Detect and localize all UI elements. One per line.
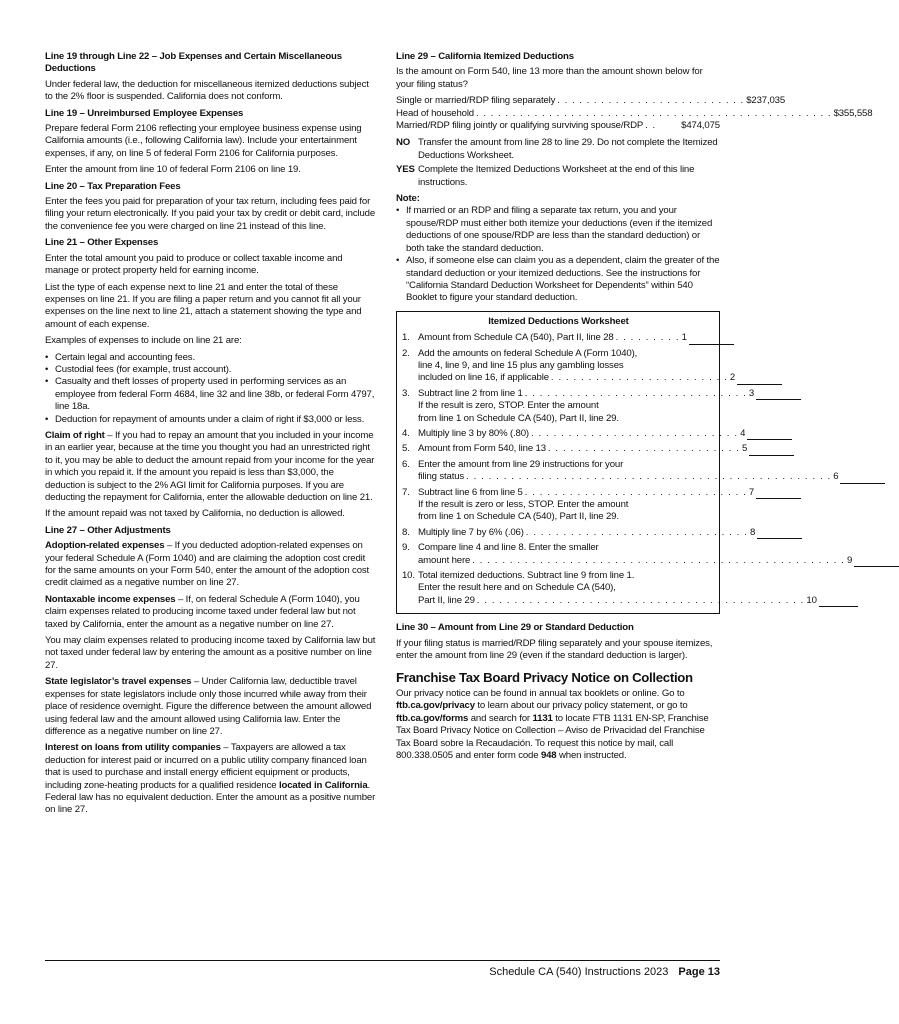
status-amount: $355,558 <box>833 107 873 119</box>
paragraph-text: – Under California law, deductible travel expenses for state legislators include only those incurred while away from their place of residence overnight. Figure the difference between the amount allowed using federal law and the amount allowed using California law. Enter the difference as a negative number on line 27. <box>45 676 372 737</box>
leader-dots: . . . . . . . . . . . . . . . . . . . . . . . . . . . . . . . . . . . . . . . . . . . . . . . . . <box>466 471 832 483</box>
left-column <box>45 51 376 821</box>
list-item: • Casualty and theft losses of property used in performing services as an employee from federal Form 4684, line 32 and line 38b, or federal Form 4797, line 18a. <box>45 376 376 413</box>
worksheet-text-line <box>418 542 899 554</box>
entry-line-number: 10 <box>806 594 817 606</box>
leader-dots: . . . . . . . . . . . . . . . . . . . . . . . . . . . . . . . . . . . . . . . . . . . . . . . . . <box>476 107 832 119</box>
no-label: NO <box>396 137 411 149</box>
worksheet-entry-field[interactable] <box>749 388 801 400</box>
paragraph: If the amount repaid was not taxed by California, no deduction is allowed. <box>45 508 345 520</box>
worksheet-text: amount here <box>418 554 471 566</box>
worksheet-line-text <box>418 348 782 385</box>
worksheet-line-text <box>418 570 858 607</box>
paragraph: Enter the amount from line 10 of federal Form 2106 on line 19. <box>45 164 301 176</box>
status-label: Single or married/RDP filing separately <box>396 95 556 107</box>
paragraph: List the type of each expense next to line 21 and enter the total of these expenses on line 21. If you are filing a paper return and you cannot fit all your expenses on the line next to line 21, attach a statement showing the type and amount of each expense. <box>45 281 362 330</box>
worksheet-text: Multiply line 3 by 80% (.80) <box>418 427 529 439</box>
worksheet-text: Enter the amount from line 29 instructions for your <box>418 458 624 470</box>
worksheet-text-line <box>418 372 782 384</box>
worksheet-text: Amount from Form 540, line 13 <box>418 443 546 455</box>
worksheet-line-text <box>418 487 801 524</box>
leader-dots: . . <box>645 120 657 132</box>
worksheet-text: Compare line 4 and line 8. Enter the smaller <box>418 542 599 554</box>
expense-examples-list <box>45 352 376 426</box>
worksheet-line <box>402 443 748 455</box>
worksheet-text: Part II, line 29 <box>418 594 475 606</box>
heading-line-29: Line 29 – California Itemized Deductions <box>396 51 574 62</box>
list-item: • Also, if someone else can claim you as a dependent, claim the greater of the standard deduction or your itemized deductions. See the instructions for “California Standard Deduction Worksheet for Dependents” within 540 Booklet to figure your standard deduction. <box>396 255 720 305</box>
worksheet-text: Multiply line 7 by 6% (.06) <box>418 526 524 538</box>
worksheet-text-line <box>418 443 794 455</box>
emphasis-text: 948 <box>540 749 557 761</box>
worksheet-entry-field[interactable] <box>847 555 899 567</box>
right-column <box>396 51 873 766</box>
worksheet-subtext: If the result is zero or less, STOP. Enter the amount <box>418 499 629 510</box>
entry-line-number: 4 <box>740 427 746 439</box>
entry-underline[interactable] <box>757 529 802 539</box>
status-amount: $474,075 <box>681 120 720 132</box>
entry-line-number: 6 <box>833 471 839 483</box>
worksheet-line-number: 2. <box>402 347 410 359</box>
entry-underline[interactable] <box>756 489 801 499</box>
leader-dots: . . . . . . . . . <box>615 332 680 344</box>
entry-line-number: 2 <box>729 372 736 384</box>
nontaxable-paragraph <box>45 594 376 631</box>
worksheet-line-text <box>418 459 885 484</box>
footer-rule <box>45 960 720 961</box>
worksheet-title: Itemized Deductions Worksheet <box>488 315 629 327</box>
leader-dots: . . . . . . . . . . . . . . . . . . . . . . . . . . . . . . <box>525 526 748 538</box>
worksheet-line <box>402 542 853 567</box>
entry-underline[interactable] <box>819 597 859 607</box>
worksheet-text: Add the amounts on federal Schedule A (Form 1040), <box>418 347 638 359</box>
paragraph: Is the amount on Form 540, line 13 more than the amount shown below for your filing status? <box>396 66 703 90</box>
entry-underline[interactable] <box>747 430 792 440</box>
leader-dots: . . . . . . . . . . . . . . . . . . . . . . . . . . <box>547 443 740 455</box>
heading-line-20: Line 20 – Tax Preparation Fees <box>45 180 181 192</box>
worksheet-line-number: 3. <box>402 387 410 399</box>
page-number: Page 13 <box>678 966 720 978</box>
leader-dots: . . . . . . . . . . . . . . . . . . . . . . . . . . . . . . . . . . . . . . . . . . . . . . . . . . <box>472 554 845 566</box>
worksheet-subtext: from line 1 on Schedule CA (540), Part II, line 29. <box>418 511 619 523</box>
leader-dots: . . . . . . . . . . . . . . . . . . . . . . . . . . . . . . <box>524 387 747 399</box>
run-in-heading: Interest on loans from utility companies <box>45 742 221 754</box>
paragraph-text: Our privacy notice can be found in annual tax booklets or online. Go to <box>396 687 685 699</box>
run-in-heading: Nontaxable income expenses <box>45 593 176 605</box>
heading-line-27: Line 27 – Other Adjustments <box>45 524 171 536</box>
worksheet-text-line <box>418 570 858 582</box>
entry-line-number: 3 <box>748 387 755 399</box>
yes-text: Complete the Itemized Deductions Worksheet at the end of this line instructions. <box>418 164 695 188</box>
entry-underline[interactable] <box>854 557 899 567</box>
emphasis-text: 1131 <box>532 712 553 724</box>
entry-underline[interactable] <box>840 474 885 484</box>
run-in-heading: Claim of right <box>45 429 105 441</box>
worksheet-text-line <box>418 459 885 471</box>
worksheet-line <box>402 387 755 425</box>
worksheet-text: Amount from Schedule CA (540), Part II, line 28 <box>418 332 614 344</box>
worksheet-text-line <box>418 360 782 372</box>
paragraph-text: – If you had to repay an amount that you included in your income in an earlier year, because at the time you thought you had an unrestricted right to it, you may be able to deduct the amount repaid from your income for the year in which you repaid it. If the amount you repaid is less than $3,000, the deduction is subject to the 2% AGI limit for California purposes. If you are deducting the repayment for California, enter the allowable deduction on line 21. <box>45 429 375 503</box>
note-heading: Note: <box>396 193 420 205</box>
list-item: • Certain legal and accounting fees. <box>45 352 376 364</box>
worksheet-entry-field[interactable] <box>742 443 794 455</box>
paragraph-text: . Federal law has no equivalent deduction. Enter the amount as a positive number on line 27. <box>45 779 376 816</box>
worksheet-entry-field[interactable] <box>749 487 801 499</box>
privacy-link[interactable]: ftb.ca.gov/privacy <box>396 700 475 712</box>
itemized-deductions-worksheet <box>396 311 853 615</box>
worksheet-text-line <box>418 595 858 607</box>
leader-dots: . . . . . . . . . . . . . . . . . . . . . . . . . . . . <box>530 427 739 439</box>
worksheet-line-text <box>418 332 734 344</box>
leader-dots: . . . . . . . . . . . . . . . . . . . . . . . . . . <box>557 95 745 107</box>
status-label: Head of household <box>396 107 474 119</box>
entry-line-number: 7 <box>748 486 755 498</box>
worksheet-line-text <box>418 443 794 455</box>
paragraph-text: – If, on federal Schedule A (Form 1040), you claim expenses related to producing income taxed under federal law but not taxed by California, enter the amount as a negative number on line 27. <box>45 593 360 630</box>
worksheet-line <box>402 526 756 539</box>
status-amount: $237,035 <box>746 95 786 107</box>
filing-status-row <box>396 120 720 132</box>
worksheet-entry-field[interactable] <box>740 428 792 440</box>
worksheet-entry-field[interactable] <box>682 332 734 344</box>
entry-line-number: 1 <box>681 332 687 344</box>
forms-link[interactable]: ftb.ca.gov/forms <box>396 712 469 724</box>
entry-line-number: 9 <box>847 554 853 566</box>
paragraph: Under federal law, the deduction for miscellaneous itemized deductions subject to the 2% floor is suspended. California does not conform. <box>45 78 369 103</box>
worksheet-line-text <box>418 388 801 425</box>
worksheet-entry-field[interactable] <box>730 372 782 384</box>
paragraph: If your filing status is married/RDP filing separately and your spouse itemizes, enter the amount from line 29 (even if the standard deduction is larger). <box>396 637 713 662</box>
worksheet-text-line <box>418 471 885 483</box>
leader-dots: . . . . . . . . . . . . . . . . . . . . . . . . . . . . . . . . . . . . . . . . . . . . <box>476 594 805 606</box>
paragraph-text: to locate FTB 1131 EN-SP, Franchise Tax Board Privacy Notice on Collection – Aviso de Privacidad del Franchise Tax Board sobre la Recaudación. To request this notice by mail, call 800.338.0505 and enter form code <box>396 712 709 761</box>
worksheet-text: Subtract line 2 from line 1 <box>418 387 523 399</box>
page-footer <box>489 966 720 978</box>
worksheet-line-number: 6. <box>402 458 410 470</box>
run-in-heading: State legislator’s travel expenses <box>45 676 192 688</box>
heading-line-30: Line 30 – Amount from Line 29 or Standard Deduction <box>396 622 634 634</box>
yes-label: YES <box>396 164 415 176</box>
paragraph-text: and search for <box>468 712 533 724</box>
worksheet-line-number: 5. <box>402 443 410 455</box>
heading-line-19-22: Line 19 through Line 22 – Job Expenses and Certain Miscellaneous Deductions <box>45 51 342 75</box>
worksheet-line <box>402 332 715 344</box>
entry-underline[interactable] <box>737 375 782 385</box>
worksheet-line-number: 1. <box>402 332 410 344</box>
worksheet-lines <box>402 332 853 607</box>
worksheet-line <box>402 347 736 385</box>
worksheet-text: filing status <box>418 471 465 483</box>
paragraph: Enter the fees you paid for preparation of your tax return, including fees paid for filing your return electronically. If you paid your tax by credit or debit card, include the convenience fee you were charged on line 21 instead of this line. <box>45 196 376 232</box>
worksheet-line-number: 10. <box>402 570 415 582</box>
utility-paragraph <box>45 742 376 816</box>
filing-status-table <box>396 95 873 132</box>
no-instruction <box>396 137 720 162</box>
worksheet-line <box>402 458 839 484</box>
privacy-notice-heading: Franchise Tax Board Privacy Notice on Collection <box>396 670 693 686</box>
entry-underline[interactable] <box>749 446 794 456</box>
worksheet-line <box>402 427 746 440</box>
worksheet-line <box>402 570 817 607</box>
emphasis-text: located in California <box>278 779 368 791</box>
legislator-paragraph <box>45 676 376 738</box>
worksheet-line-number: 8. <box>402 526 410 538</box>
worksheet-entry-field[interactable] <box>750 527 802 539</box>
worksheet-text-line <box>418 555 899 567</box>
worksheet-line-text <box>418 527 802 539</box>
worksheet-text-line <box>418 332 734 344</box>
worksheet-text: Enter the result here and on Schedule CA (540), <box>418 582 616 594</box>
leader-dots: . . . . . . . . . . . . . . . . . . . . . . . . . . . . . . <box>524 486 747 498</box>
worksheet-text: Subtract line 6 from line 5 <box>418 486 523 498</box>
list-item: • Deduction for repayment of amounts under a claim of right if $3,000 or less. <box>45 414 376 426</box>
worksheet-subtext: from line 1 on Schedule CA (540), Part II, line 29. <box>418 412 619 424</box>
worksheet-text-line <box>418 582 858 594</box>
worksheet-text: included on line 16, if applicable <box>418 372 549 384</box>
worksheet-entry-field[interactable] <box>806 595 858 607</box>
entry-underline[interactable] <box>689 335 734 345</box>
paragraph-text: to learn about our privacy policy statement, or go to <box>474 700 688 712</box>
worksheet-line-number: 4. <box>402 427 410 439</box>
footer-title: Schedule CA (540) Instructions 2023 <box>489 966 669 978</box>
worksheet-text-line <box>418 388 801 400</box>
worksheet-text-line <box>418 428 792 440</box>
status-label: Married/RDP filing jointly or qualifying surviving spouse/RDP <box>396 120 644 132</box>
entry-line-number: 8 <box>749 526 756 538</box>
worksheet-text: line 4, line 9, and line 15 plus any gambling losses <box>418 359 624 371</box>
adoption-paragraph <box>45 540 376 590</box>
worksheet-line <box>402 486 755 524</box>
paragraph: You may claim expenses related to producing income taxed by California law but not taxed under federal law by entering the amount as a positive number on line 27. <box>45 635 376 671</box>
paragraph-text: when instructed. <box>556 749 627 761</box>
yes-instruction <box>396 164 720 189</box>
worksheet-text-line <box>418 348 782 360</box>
worksheet-subtext: If the result is zero, STOP. Enter the amount <box>418 400 599 412</box>
privacy-notice-paragraph <box>396 688 720 762</box>
worksheet-text-line <box>418 487 801 499</box>
filing-status-row <box>396 107 873 120</box>
leader-dots: . . . . . . . . . . . . . . . . . . . . . . . . <box>550 372 728 384</box>
filing-status-row <box>396 95 786 107</box>
paragraph: Examples of expenses to include on line 21 are: <box>45 335 242 347</box>
entry-underline[interactable] <box>756 390 801 400</box>
note-list <box>396 205 720 304</box>
paragraph-text: – If you deducted adoption-related expenses on your federal Schedule A (Form 1040) and are claiming the adoption cost credit for the same amounts on your Form 540, enter the amount of the adoption cost credit claimed as a negative number on line 27. <box>45 540 370 589</box>
heading-line-19: Line 19 – Unreimbursed Employee Expenses <box>45 107 244 119</box>
list-item: • Custodial fees (for example, trust account). <box>45 364 376 376</box>
paragraph: Prepare federal Form 2106 reflecting your employee business expense using California amounts (i.e., following California law). Include your entertainment expenses, if any, on line 5 of federal Form 2106 for California purposes. <box>45 123 362 159</box>
worksheet-line-number: 9. <box>402 542 410 554</box>
worksheet-line-number: 7. <box>402 486 410 498</box>
worksheet-text-line <box>418 527 802 539</box>
entry-line-number: 5 <box>741 443 748 455</box>
paragraph-text: – Taxpayers are allowed a tax deduction for interest paid or incurred on a public utility company financed loan that is used to purchase and install energy efficient equipment or products, including zone-heating products for a qualified residence <box>45 742 367 791</box>
claim-of-right-paragraph <box>45 430 376 504</box>
run-in-heading: Adoption-related expenses <box>45 540 165 552</box>
list-item: • If married or an RDP and filing a separate tax return, you and your spouse/RDP must either both itemize your deductions (even if the itemized deductions of one spouse/RDP are less than the standard deduction) or both take the standard deduction. <box>396 205 720 255</box>
paragraph: Enter the total amount you paid to produce or collect taxable income and manage or protect property held for earning income. <box>45 252 343 277</box>
worksheet-entry-field[interactable] <box>833 471 885 483</box>
worksheet-line-text <box>418 428 792 440</box>
heading-line-21: Line 21 – Other Expenses <box>45 237 159 249</box>
worksheet-line-text <box>418 542 899 567</box>
worksheet-text: Total itemized deductions. Subtract line 9 from line 1. <box>418 570 635 582</box>
no-text: Transfer the amount from line 28 to line 29. Do not complete the Itemized Deductions Worksheet. <box>418 137 718 161</box>
